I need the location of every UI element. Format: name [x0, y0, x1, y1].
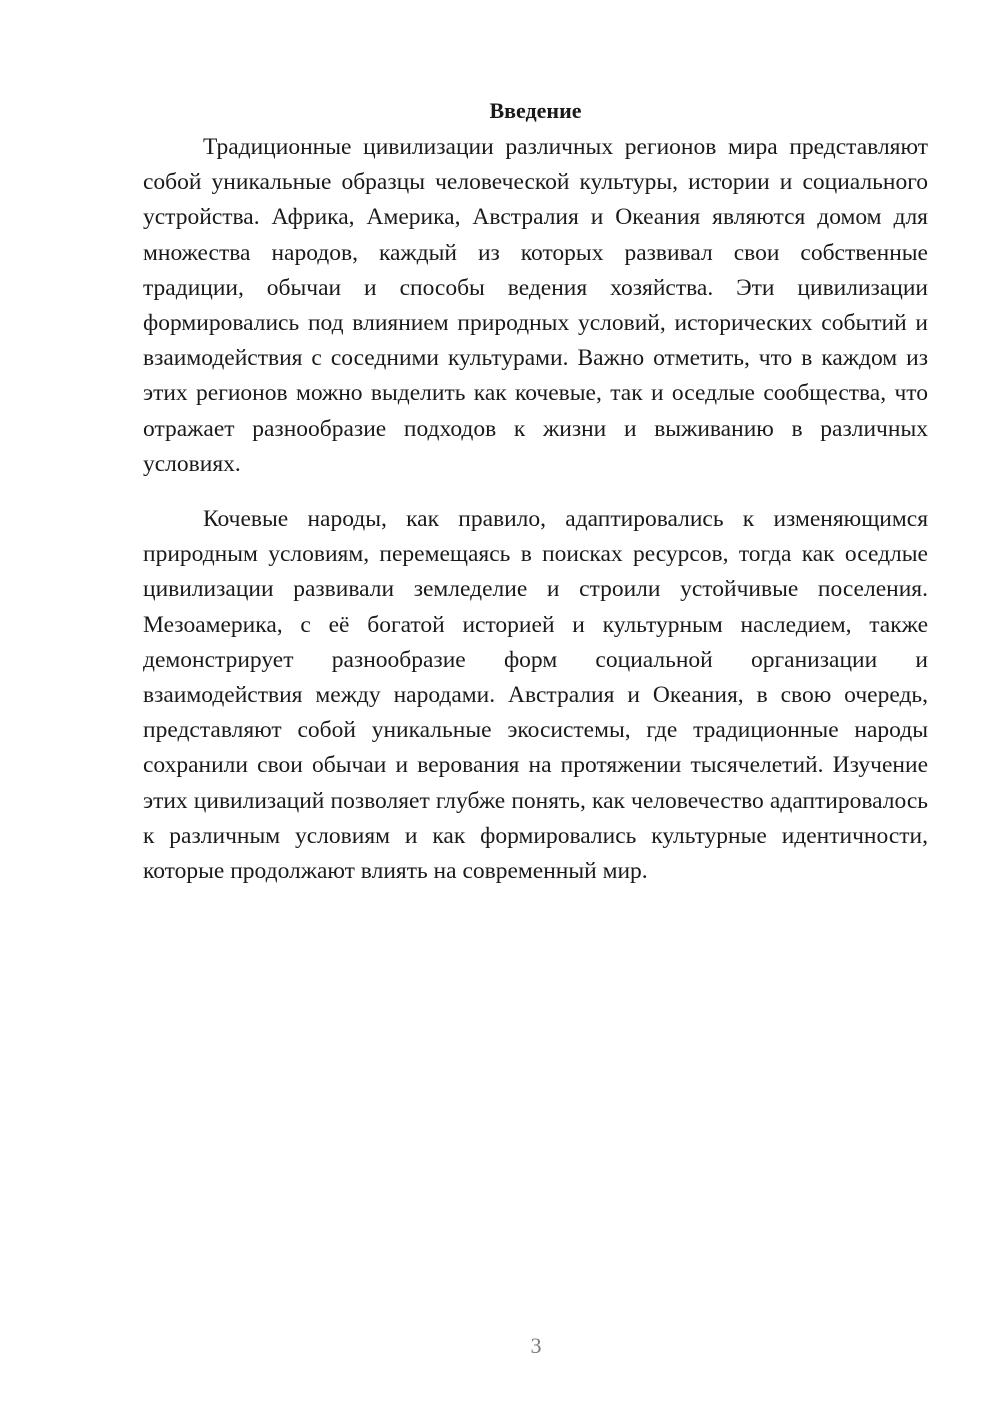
section-title: Введение: [489, 98, 582, 123]
page-content: [143, 96, 928, 889]
intro-paragraph-1: Традиционные цивилизации различных регионов мира представляют собой уникальные образцы человеческой культуры, истории и социального устройства. Африка, Америка, Австралия и Океания являются домом для множества народов, каждый из которых развивал свои собственные традиции, обычаи и способы ведения хозяйства. Эти цивилизации формировались под влиянием природных условий, исторических событий и взаимодействия с соседними культурами. Важно отметить, что в каждом из этих регионов можно выделить как кочевые, так и оседлые сообщества, что отражает разнообразие подходов к жизни и выживанию в различных условиях.: [143, 134, 928, 477]
page-number: 3: [530, 1333, 542, 1358]
intro-paragraph-2: Кочевые народы, как правило, адаптировались к изменяющимся природным условиям, перемещаясь в поисках ресурсов, тогда как оседлые цивилизации развивали земледелие и строили устойчивые поселения. Мезоамерика, с её богатой историей и культурным наследием, также демонстрирует разнообразие форм социальной организации и взаимодействия между народами. Австралия и Океания, в свою очередь, представляют собой уникальные экосистемы, где традиционные народы сохранили свои обычаи и верования на протяжении тысячелетий. Изучение этих цивилизаций позволяет глубже понять, как человечество адаптировалось к различным условиям и как формировались культурные идентичности, которые продолжают влиять на современный мир.: [143, 506, 928, 885]
